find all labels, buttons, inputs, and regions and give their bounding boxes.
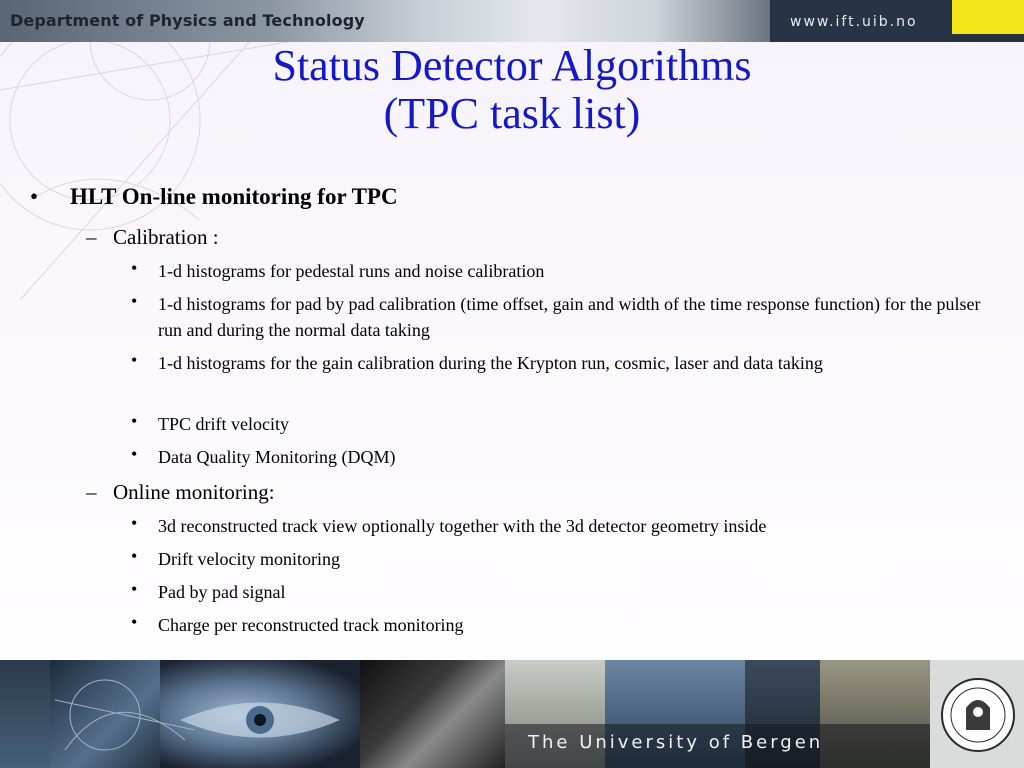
sub-bullet-marker: • bbox=[131, 444, 138, 464]
bullet-marker: • bbox=[30, 184, 39, 209]
sub-bullet-marker: • bbox=[131, 291, 138, 311]
dash-marker: – bbox=[86, 480, 97, 504]
dash-marker: – bbox=[86, 225, 97, 249]
sub-bullet-marker: • bbox=[131, 546, 138, 566]
list-item: 1-d histograms for pedestal runs and noise calibration bbox=[158, 261, 545, 281]
section-heading-online-monitoring: Online monitoring: bbox=[113, 480, 275, 504]
department-name: Department of Physics and Technology bbox=[10, 11, 365, 30]
title-line-1: Status Detector Algorithms bbox=[272, 41, 752, 90]
slide-title bbox=[0, 42, 1024, 138]
footer-photo-panel bbox=[360, 660, 505, 768]
list-item: Charge per reconstructed track monitoring bbox=[158, 615, 464, 635]
main-bullet: HLT On-line monitoring for TPC bbox=[70, 184, 398, 209]
sub-bullet-marker: • bbox=[131, 513, 138, 533]
list-item: TPC drift velocity bbox=[158, 414, 289, 434]
university-seal-icon bbox=[938, 670, 1018, 760]
title-line-2: (TPC task list) bbox=[383, 89, 641, 138]
accent-square bbox=[952, 0, 1024, 34]
list-item: 1-d histograms for the gain calibration during the Krypton run, cosmic, laser and data taking bbox=[158, 353, 823, 373]
list-item: Drift velocity monitoring bbox=[158, 549, 340, 569]
list-item: Data Quality Monitoring (DQM) bbox=[158, 447, 396, 467]
sub-bullet-marker: • bbox=[131, 350, 138, 370]
sub-bullet-marker: • bbox=[131, 612, 138, 632]
sub-bullet-marker: • bbox=[131, 258, 138, 278]
list-item: 3d reconstructed track view optionally together with the 3d detector geometry inside bbox=[158, 516, 767, 536]
eye-icon bbox=[170, 690, 350, 750]
sub-bullet-marker: • bbox=[131, 579, 138, 599]
footer-photo-panel bbox=[0, 660, 50, 768]
list-item: Pad by pad signal bbox=[158, 582, 286, 602]
section-heading-calibration: Calibration : bbox=[113, 225, 219, 249]
university-name: The University of Bergen bbox=[528, 732, 824, 753]
sub-bullet-marker: • bbox=[131, 411, 138, 431]
website-url: www.ift.uib.no bbox=[790, 14, 918, 30]
list-item: 1-d histograms for pad by pad calibration (time offset, gain and width of the time response function) for the pulser run and during the normal data taking bbox=[158, 294, 981, 340]
